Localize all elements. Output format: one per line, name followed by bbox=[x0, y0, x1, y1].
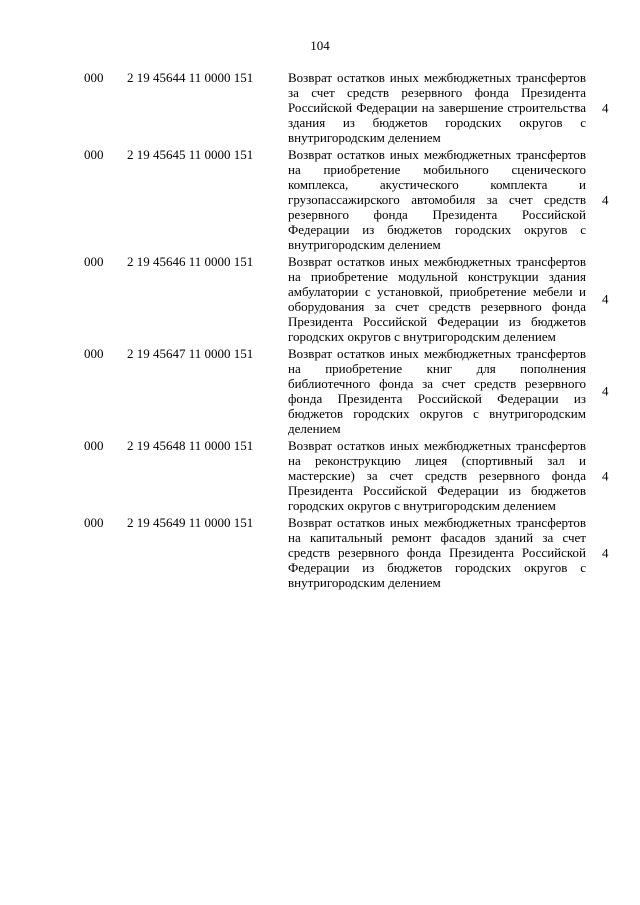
budget-classification-code: 2 19 45647 11 0000 151 bbox=[127, 346, 254, 361]
budget-classification-code: 2 19 45648 11 0000 151 bbox=[127, 438, 254, 453]
budget-classification-code: 2 19 45644 11 0000 151 bbox=[127, 70, 254, 85]
table-row bbox=[0, 438, 640, 513]
income-description: Возврат остатков иных межбюджетных трансфертов на приобретение книг для пополнения библиотечного фонда за счет средств резервного фонда Президента Российской Федерации из бюджетов городских округов с внутригородским делением bbox=[288, 346, 586, 436]
allocation-norm: 4 bbox=[602, 468, 609, 483]
table-row bbox=[0, 70, 640, 145]
admin-code: 000 bbox=[84, 147, 104, 162]
budget-classification-code: 2 19 45645 11 0000 151 bbox=[127, 147, 254, 162]
budget-classification-code: 2 19 45649 11 0000 151 bbox=[127, 515, 254, 530]
allocation-norm: 4 bbox=[602, 383, 609, 399]
table-row bbox=[0, 515, 640, 590]
table-row bbox=[0, 254, 640, 344]
allocation-norm: 4 bbox=[602, 100, 609, 115]
budget-classification-code: 2 19 45646 11 0000 151 bbox=[127, 254, 254, 269]
income-description: Возврат остатков иных межбюджетных трансфертов на приобретение модульной конструкции здания амбулатории с установкой, приобретение мебели и оборудования за счет средств резервного фонда Президента Российской Федерации из бюджетов городских округов с внутригородским делением bbox=[288, 254, 586, 344]
table-row bbox=[0, 147, 640, 252]
allocation-norm: 4 bbox=[602, 291, 609, 307]
admin-code: 000 bbox=[84, 515, 104, 530]
admin-code: 000 bbox=[84, 346, 104, 361]
allocation-norm: 4 bbox=[602, 545, 609, 560]
income-description: Возврат остатков иных межбюджетных трансфертов на капитальный ремонт фасадов зданий за счет средств резервного фонда Президента Российской Федерации из бюджетов городских округов с внутригородским делением bbox=[288, 515, 586, 590]
page-number: 104 bbox=[310, 38, 330, 53]
table-row bbox=[0, 346, 640, 436]
allocation-norm: 4 bbox=[602, 192, 609, 207]
income-description: Возврат остатков иных межбюджетных трансфертов на реконструкцию лицея (спортивный зал и мастерские) за счет средств резервного фонда Президента Российской Федерации из бюджетов городских округов с внутригородским делением bbox=[288, 438, 586, 513]
admin-code: 000 bbox=[84, 438, 104, 453]
budget-code-table bbox=[0, 70, 640, 590]
income-description: Возврат остатков иных межбюджетных трансфертов за счет средств резервного фонда Президента Российской Федерации на завершение строительства здания из бюджетов городских округов с внутригородским делением bbox=[288, 70, 586, 145]
admin-code: 000 bbox=[84, 254, 104, 269]
admin-code: 000 bbox=[84, 70, 104, 85]
income-description: Возврат остатков иных межбюджетных трансфертов на приобретение мобильного сценического комплекса, акустического комплекта и грузопассажирского автомобиля за счет средств резервного фонда Президента Российской Федерации из бюджетов городских округов с внутригородским делением bbox=[288, 147, 586, 252]
